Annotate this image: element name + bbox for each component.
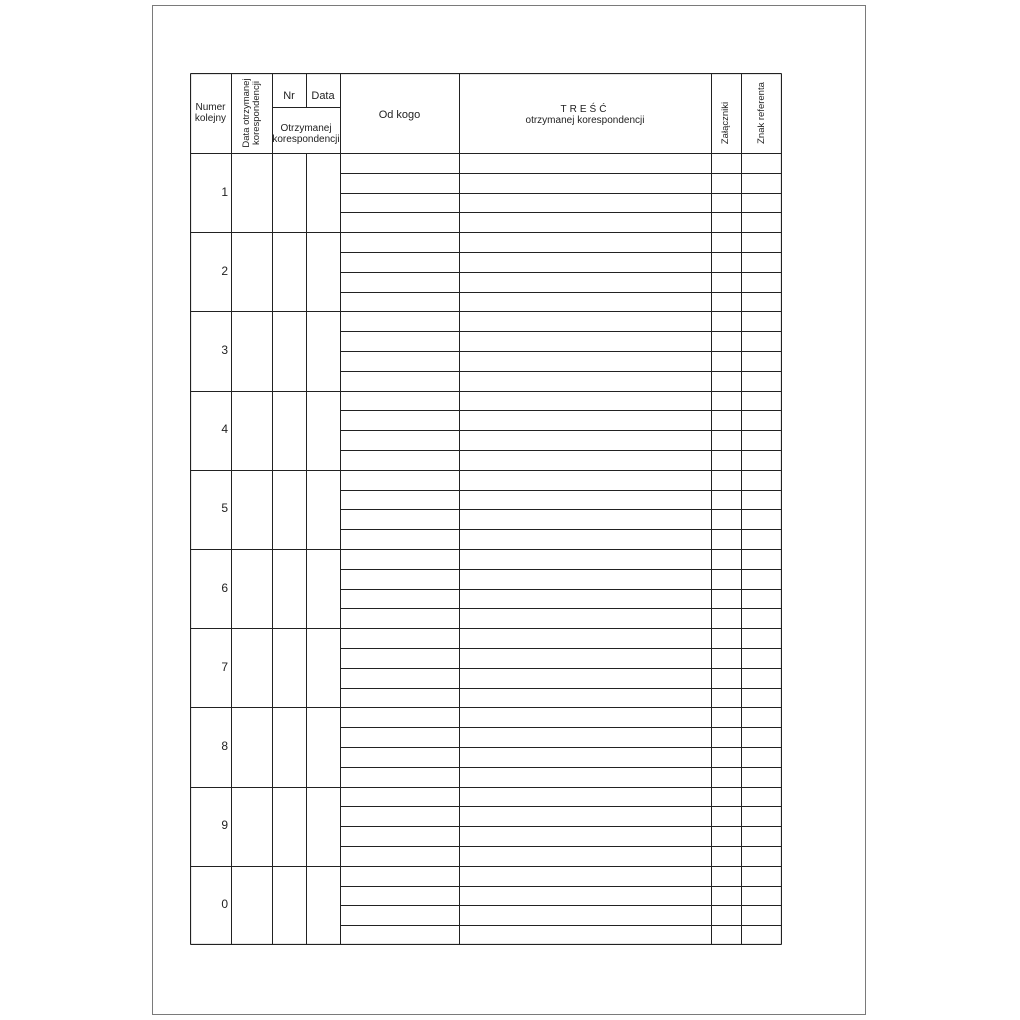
entry-number: 1 — [221, 184, 228, 199]
entry-number: 0 — [221, 897, 228, 912]
header-data-otrzymanej-line1: Data otrzymanej — [241, 78, 252, 148]
entry-number: 7 — [221, 659, 228, 674]
header-data: Data — [311, 90, 335, 102]
header-otrzymanej-line2: korespondencji — [272, 134, 340, 145]
entry-number: 5 — [221, 501, 228, 516]
entry-number: 9 — [221, 818, 228, 833]
header-numer-line2: kolejny — [194, 113, 227, 124]
header-otrzymanej-line1: Otrzymanej — [280, 123, 332, 134]
header-tresc-title: TREŚĆ — [560, 104, 610, 115]
header-numer-line1: Numer — [195, 102, 226, 113]
entry-number: 8 — [221, 739, 228, 753]
entry-number: 3 — [221, 343, 228, 357]
correspondence-register-table — [190, 73, 782, 945]
table-grid-lines — [190, 73, 782, 945]
header-zalaczniki: Załączniki — [720, 101, 731, 145]
entry-number: 6 — [221, 580, 228, 595]
header-od-kogo: Od kogo — [378, 109, 421, 121]
header-data-otrzymanej-line2: korespondencji — [251, 81, 262, 145]
header-numer-kolejny — [190, 102, 231, 124]
header-nr: Nr — [283, 90, 295, 102]
header-znak-referenta: Znak referenta — [756, 82, 767, 144]
header-otrzymanej — [272, 123, 340, 145]
entry-number: 2 — [221, 263, 228, 278]
header-tresc — [459, 104, 711, 126]
entry-number: 4 — [221, 422, 228, 437]
header-data-otrzymanej — [242, 78, 262, 147]
header-tresc-subtitle: otrzymanej korespondencji — [525, 115, 645, 126]
